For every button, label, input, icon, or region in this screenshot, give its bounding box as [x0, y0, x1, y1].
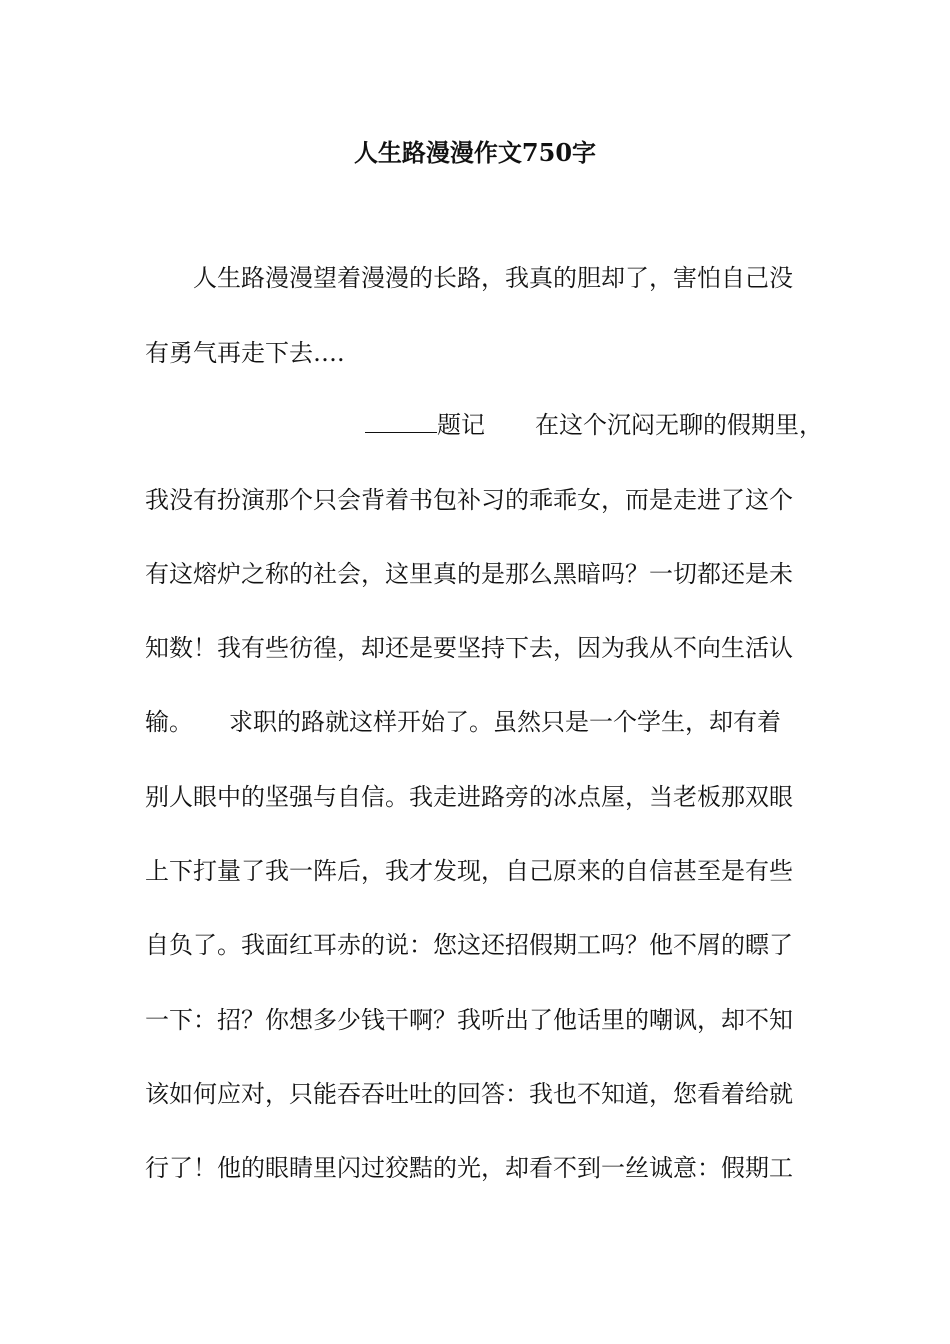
paragraph-line: 上下打量了我一阵后，我才发现，自己原来的自信甚至是有些	[145, 857, 793, 885]
paragraph-line: 该如何应对，只能吞吞吐吐的回答：我也不知道，您看着给就	[145, 1080, 793, 1108]
epigraph-signature-line	[365, 408, 823, 441]
paragraph-line: 一下：招？你想多少钱干啊？我听出了他话里的嘲讽，却不知	[145, 1006, 793, 1034]
paragraph-line: 知数！我有些彷徨，却还是要坚持下去，因为我从不向生活认	[145, 634, 793, 662]
paragraph-line: 有勇气再走下去….	[145, 339, 345, 367]
paragraph-line: 别人眼中的坚强与自信。我走进路旁的冰点屋，当老板那双眼	[145, 783, 793, 811]
paragraph-line: 人生路漫漫望着漫漫的长路，我真的胆却了，害怕自己没	[193, 264, 793, 292]
paragraph-line: 自负了。我面红耳赤的说：您这还招假期工吗？他不屑的瞟了	[145, 931, 793, 959]
epigraph-label: 题记	[437, 411, 485, 439]
paragraph-continuation: 在这个沉闷无聊的假期里，	[535, 411, 823, 439]
paragraph-line: 有这熔炉之称的社会，这里真的是那么黑暗吗？一切都还是未	[145, 560, 793, 588]
paragraph-line: 我没有扮演那个只会背着书包补习的乖乖女，而是走进了这个	[145, 486, 793, 514]
paragraph-line: 输。 求职的路就这样开始了。虽然只是一个学生，却有着	[145, 708, 781, 736]
paragraph-line: 行了！他的眼睛里闪过狡黠的光，却看不到一丝诚意：假期工	[145, 1154, 793, 1182]
document-title: 人生路漫漫作文750字	[353, 138, 597, 167]
signature-underline	[365, 408, 437, 433]
